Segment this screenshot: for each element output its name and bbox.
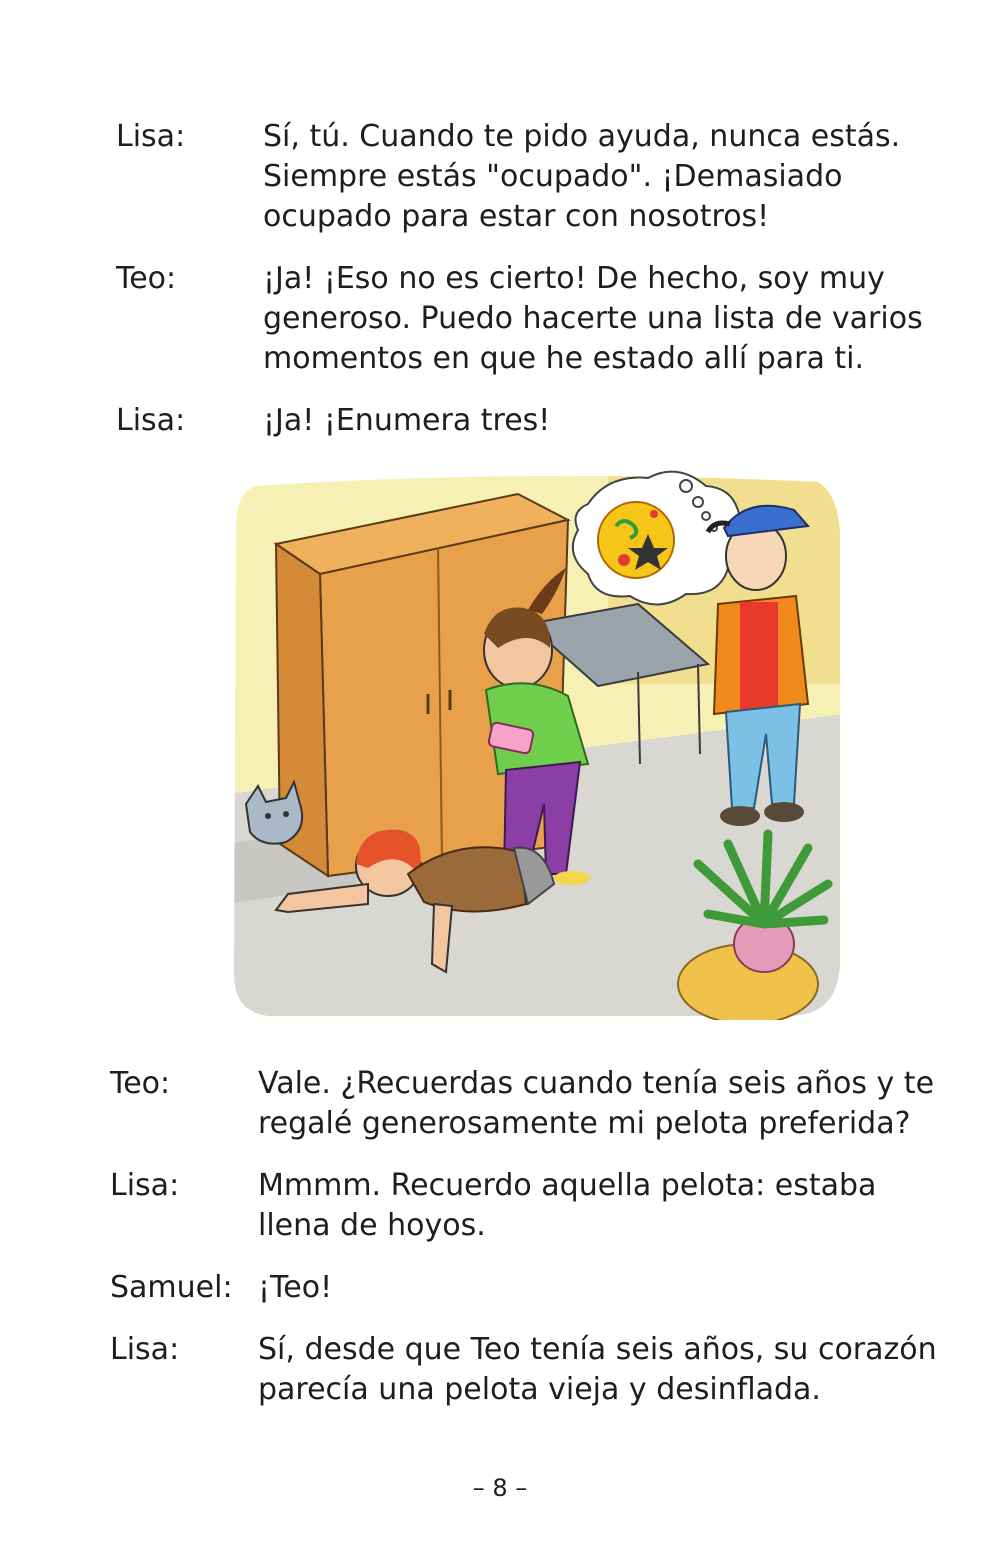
dialogue-bottom bbox=[0, 1064, 1000, 1410]
page-number: – 8 – bbox=[472, 1474, 528, 1502]
dialogue-top bbox=[0, 117, 1000, 441]
dialogue-entry bbox=[0, 1064, 1000, 1144]
dialogue-line: Sí, tú. Cuando te pido ayuda, nunca estás. bbox=[263, 119, 901, 154]
speaker-name: Teo: bbox=[116, 261, 177, 296]
dialogue-line: Sí, desde que Teo tenía seis años, su corazón bbox=[258, 1332, 937, 1367]
speaker-name: Lisa: bbox=[110, 1332, 180, 1367]
dialogue-line: ¡Teo! bbox=[258, 1270, 333, 1305]
dialogue-entry bbox=[0, 401, 1000, 441]
dialogue-line: Mmmm. Recuerdo aquella pelota: estaba bbox=[258, 1168, 877, 1203]
dialogue-entry bbox=[0, 117, 1000, 237]
dialogue-line: ¡Ja! ¡Enumera tres! bbox=[263, 403, 551, 438]
dialogue-entry bbox=[0, 1166, 1000, 1246]
dialogue-entry bbox=[0, 259, 1000, 379]
dialogue-line: momentos en que he estado allí para ti. bbox=[263, 341, 865, 376]
speaker-name: Lisa: bbox=[110, 1168, 180, 1203]
speaker-name: Samuel: bbox=[110, 1270, 233, 1305]
illustration bbox=[228, 464, 844, 1020]
speaker-name: Teo: bbox=[110, 1066, 171, 1101]
dialogue-line: generoso. Puedo hacerte una lista de varios bbox=[263, 301, 923, 336]
dialogue-entry bbox=[0, 1330, 1000, 1410]
dialogue-line: ocupado para estar con nosotros! bbox=[263, 199, 770, 234]
dialogue-line: regalé generosamente mi pelota preferida? bbox=[258, 1106, 911, 1141]
ball-icon bbox=[598, 502, 674, 578]
dialogue-line: Vale. ¿Recuerdas cuando tenía seis años y te bbox=[258, 1066, 935, 1101]
dialogue-entry bbox=[0, 1268, 1000, 1308]
dialogue-line: llena de hoyos. bbox=[258, 1208, 486, 1243]
dialogue-line: parecía una pelota vieja y desinflada. bbox=[258, 1372, 821, 1407]
dialogue-line: Siempre estás "ocupado". ¡Demasiado bbox=[263, 159, 843, 194]
dialogue-line: ¡Ja! ¡Eso no es cierto! De hecho, soy muy bbox=[263, 261, 885, 296]
speaker-name: Lisa: bbox=[116, 119, 186, 154]
speaker-name: Lisa: bbox=[116, 403, 186, 438]
